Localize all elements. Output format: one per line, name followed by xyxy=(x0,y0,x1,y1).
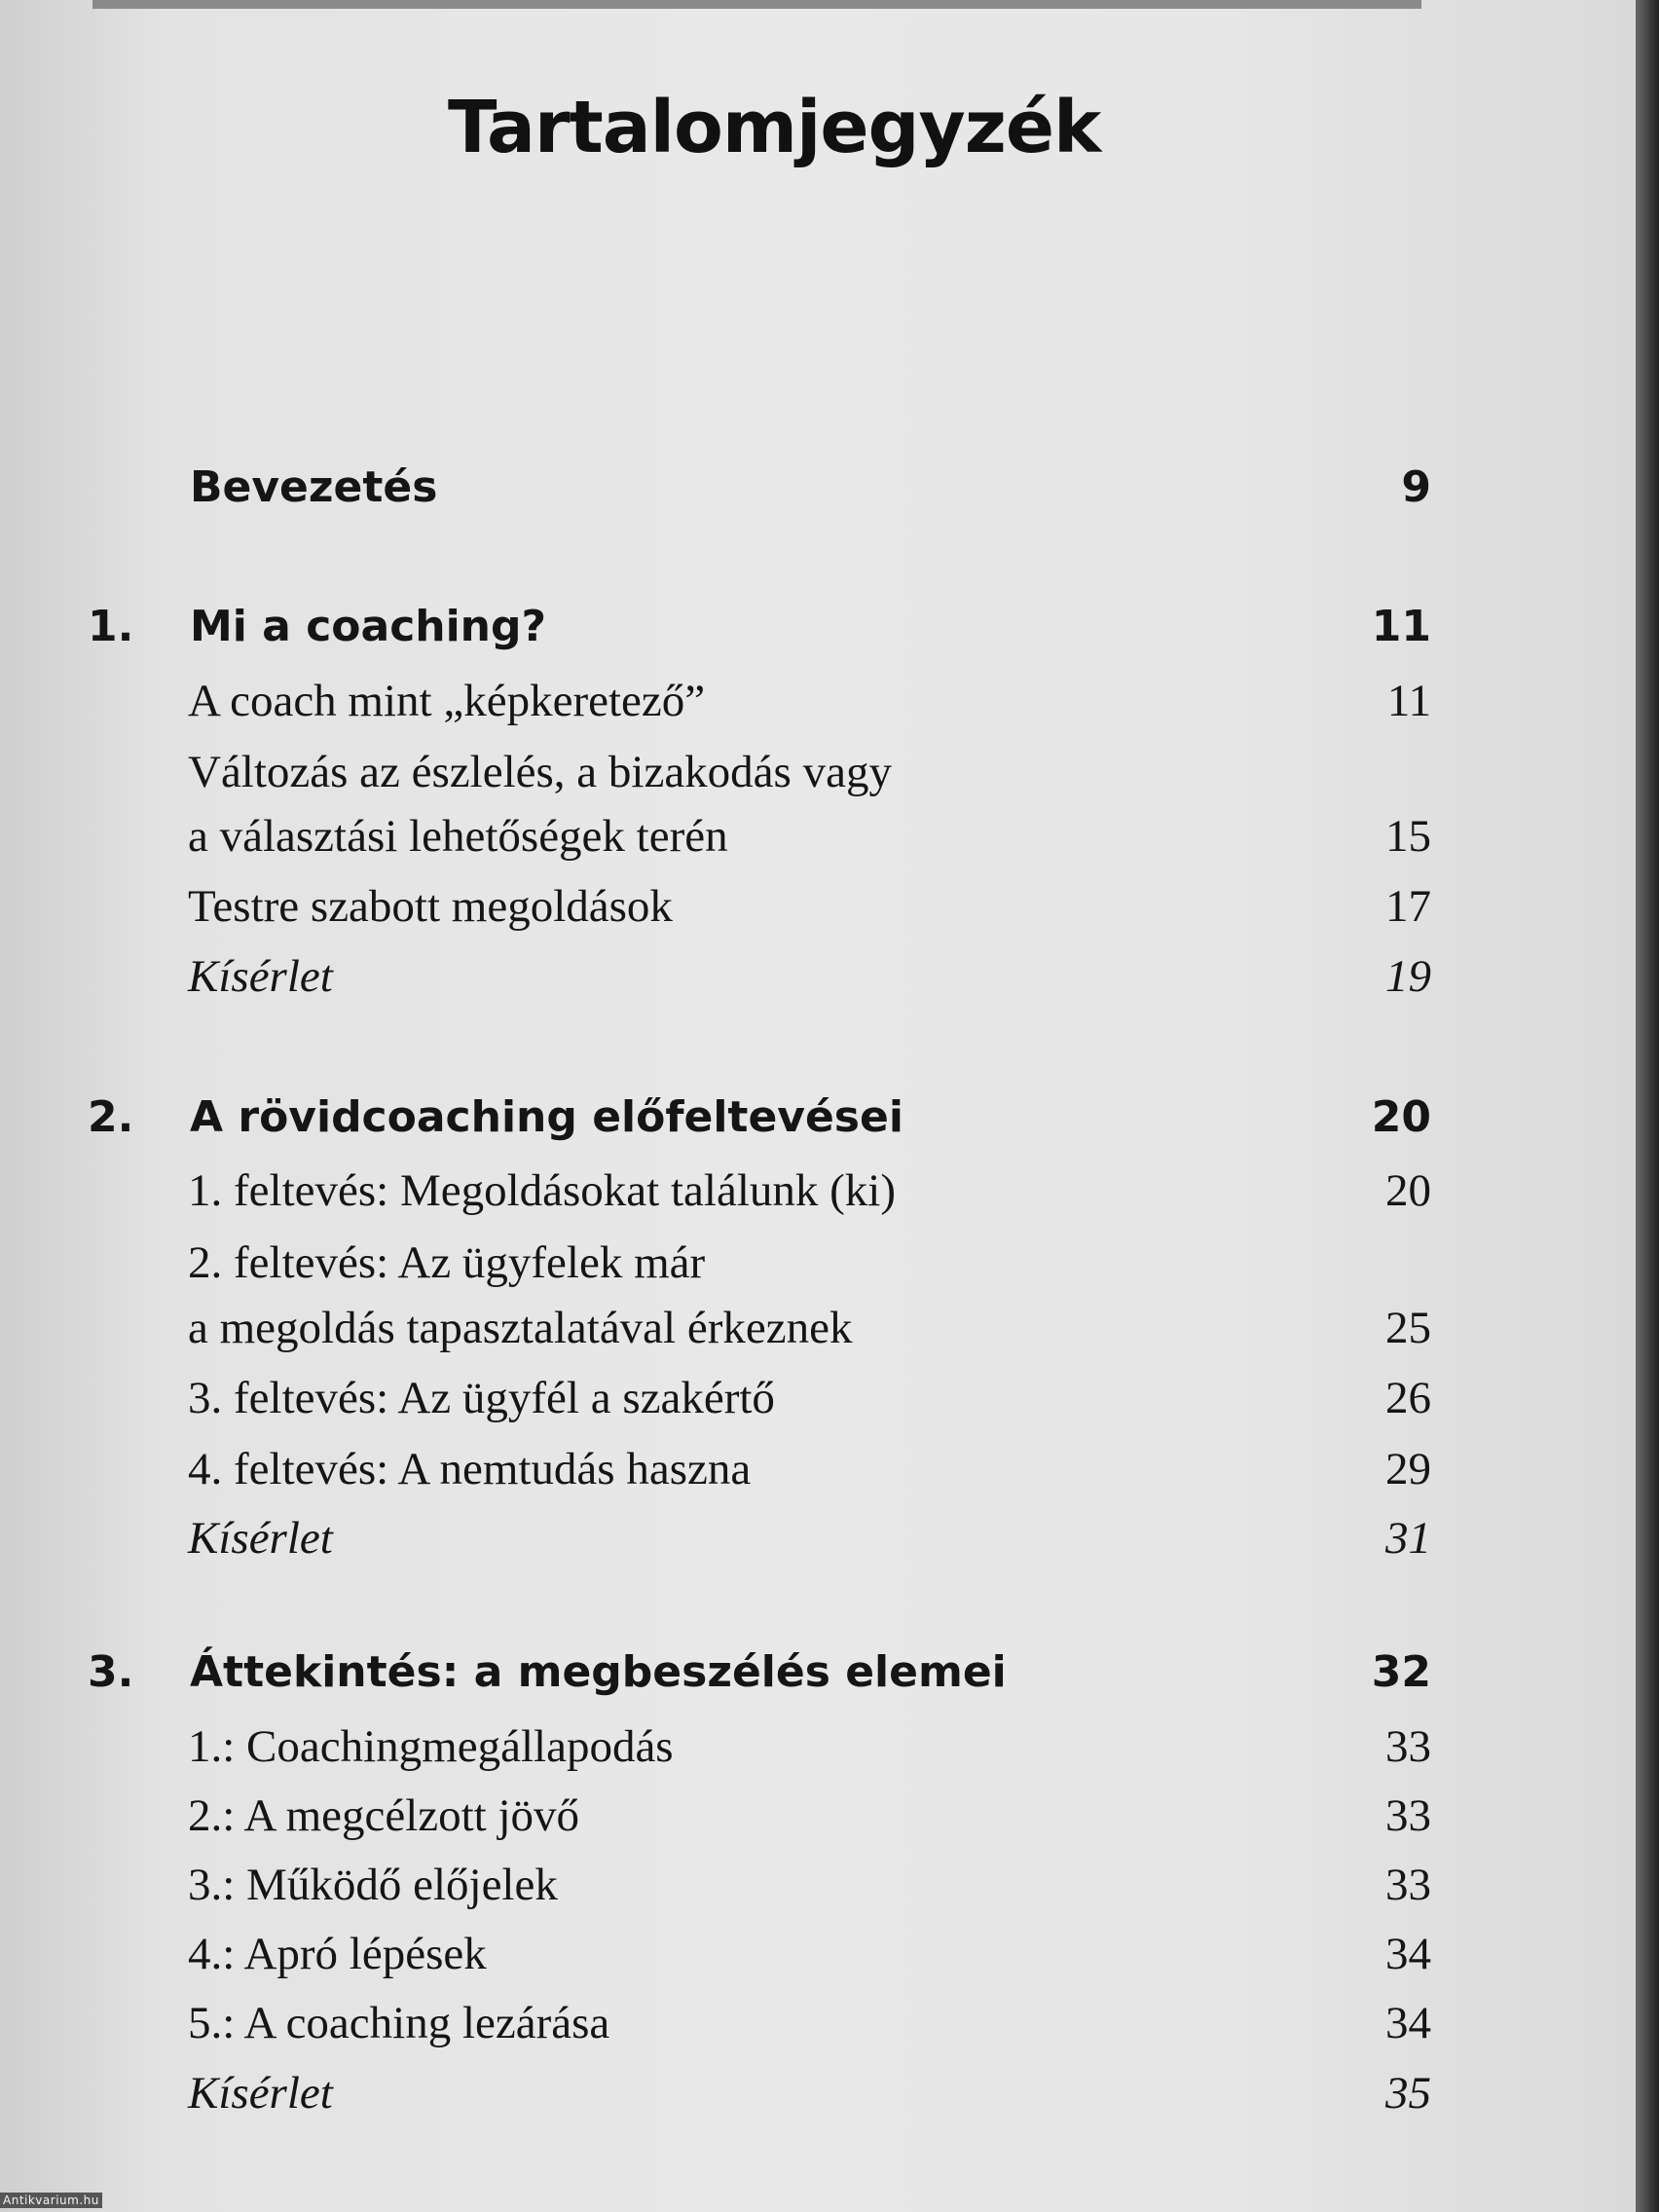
toc-page-number: 33 xyxy=(1385,1721,1431,1772)
toc-page-number: 11 xyxy=(1371,602,1431,651)
toc-section-number: 3. xyxy=(88,1647,134,1697)
toc-section-label: A rövidcoaching előfeltevései xyxy=(190,1092,903,1142)
toc-item-label: 3. feltevés: Az ügyfél a szakértő xyxy=(188,1373,775,1423)
toc-item-experiment xyxy=(0,2067,1431,2125)
toc-page-number: 34 xyxy=(1385,1998,1431,2048)
toc-item-experiment xyxy=(0,950,1431,1009)
toc-page-number: 33 xyxy=(1385,1860,1431,1910)
toc-section-label: Bevezetés xyxy=(190,462,438,512)
toc-item-label: a választási lehetőségek terén xyxy=(188,811,728,862)
toc-item-label: a megoldás tapasztalatával érkeznek xyxy=(188,1303,853,1353)
toc-page-number: 35 xyxy=(1385,2068,1431,2119)
toc-item-label: 5.: A coaching lezárása xyxy=(188,1998,610,2048)
toc-item xyxy=(0,1789,1431,1848)
toc-item-label: 4.: Apró lépések xyxy=(188,1929,487,1979)
toc-page-number: 20 xyxy=(1385,1165,1431,1216)
toc-item-label: Testre szabott megoldások xyxy=(188,881,673,932)
toc-page-number: 15 xyxy=(1385,811,1431,862)
toc-item xyxy=(0,675,1431,733)
toc-item xyxy=(0,1720,1431,1779)
toc-item xyxy=(0,1236,1431,1295)
toc-item xyxy=(0,1928,1431,1986)
toc-item-label: 1.: Coachingmegállapodás xyxy=(188,1721,674,1772)
toc-page-number: 19 xyxy=(1385,951,1431,1002)
toc-item xyxy=(0,1997,1431,2055)
toc-item xyxy=(0,1443,1431,1501)
toc-item-experiment xyxy=(0,1512,1431,1570)
toc-section-label: Áttekintés: a megbeszélés elemei xyxy=(190,1647,1007,1697)
toc-section-number: 2. xyxy=(88,1092,134,1142)
top-rule xyxy=(92,0,1421,9)
toc-page-number: 32 xyxy=(1371,1647,1431,1697)
toc-section-label: Mi a coaching? xyxy=(190,602,547,651)
toc-item-label: Kísérlet xyxy=(188,2068,333,2119)
page-edge-shadow xyxy=(1636,0,1659,2212)
toc-item-label: A coach mint „képkeretező” xyxy=(188,676,706,726)
toc-item-label: 1. feltevés: Megoldásokat találunk (ki) xyxy=(188,1165,896,1216)
toc-item-label: 4. feltevés: A nemtudás haszna xyxy=(188,1444,752,1494)
toc-page-number: 29 xyxy=(1385,1444,1431,1494)
toc-item-label: Kísérlet xyxy=(188,951,333,1002)
toc-page-number: 26 xyxy=(1385,1373,1431,1423)
toc-item xyxy=(0,746,1431,804)
toc-item-label: 3.: Működő előjelek xyxy=(188,1860,558,1910)
toc-item xyxy=(0,1164,1431,1223)
toc-section-intro xyxy=(0,462,1431,521)
toc-page-number: 9 xyxy=(1401,462,1431,512)
toc-page-number: 34 xyxy=(1385,1929,1431,1979)
toc-item-label: Kísérlet xyxy=(188,1513,333,1564)
toc-item-label: Változás az észlelés, a bizakodás vagy xyxy=(188,747,892,797)
toc-item xyxy=(0,1302,1431,1360)
watermark: Antikvarium.hu xyxy=(0,2193,102,2208)
toc-section-number: 1. xyxy=(88,602,134,651)
toc-section-2 xyxy=(0,1092,1431,1151)
toc-item xyxy=(0,1372,1431,1430)
toc-item-label: 2. feltevés: Az ügyfelek már xyxy=(188,1237,706,1288)
toc-page-number: 20 xyxy=(1371,1092,1431,1142)
toc-section-3 xyxy=(0,1647,1431,1706)
toc-page-number: 11 xyxy=(1386,676,1431,726)
toc-page-number: 17 xyxy=(1385,881,1431,932)
toc-page-number: 33 xyxy=(1385,1790,1431,1841)
toc-page-number: 31 xyxy=(1385,1513,1431,1564)
toc-item xyxy=(0,880,1431,939)
toc-item xyxy=(0,810,1431,868)
toc-page-number: 25 xyxy=(1385,1303,1431,1353)
page-title: Tartalomjegyzék xyxy=(448,86,1101,169)
toc-item-label: 2.: A megcélzott jövő xyxy=(188,1790,580,1841)
toc-section-1 xyxy=(0,602,1431,660)
toc-item xyxy=(0,1859,1431,1917)
